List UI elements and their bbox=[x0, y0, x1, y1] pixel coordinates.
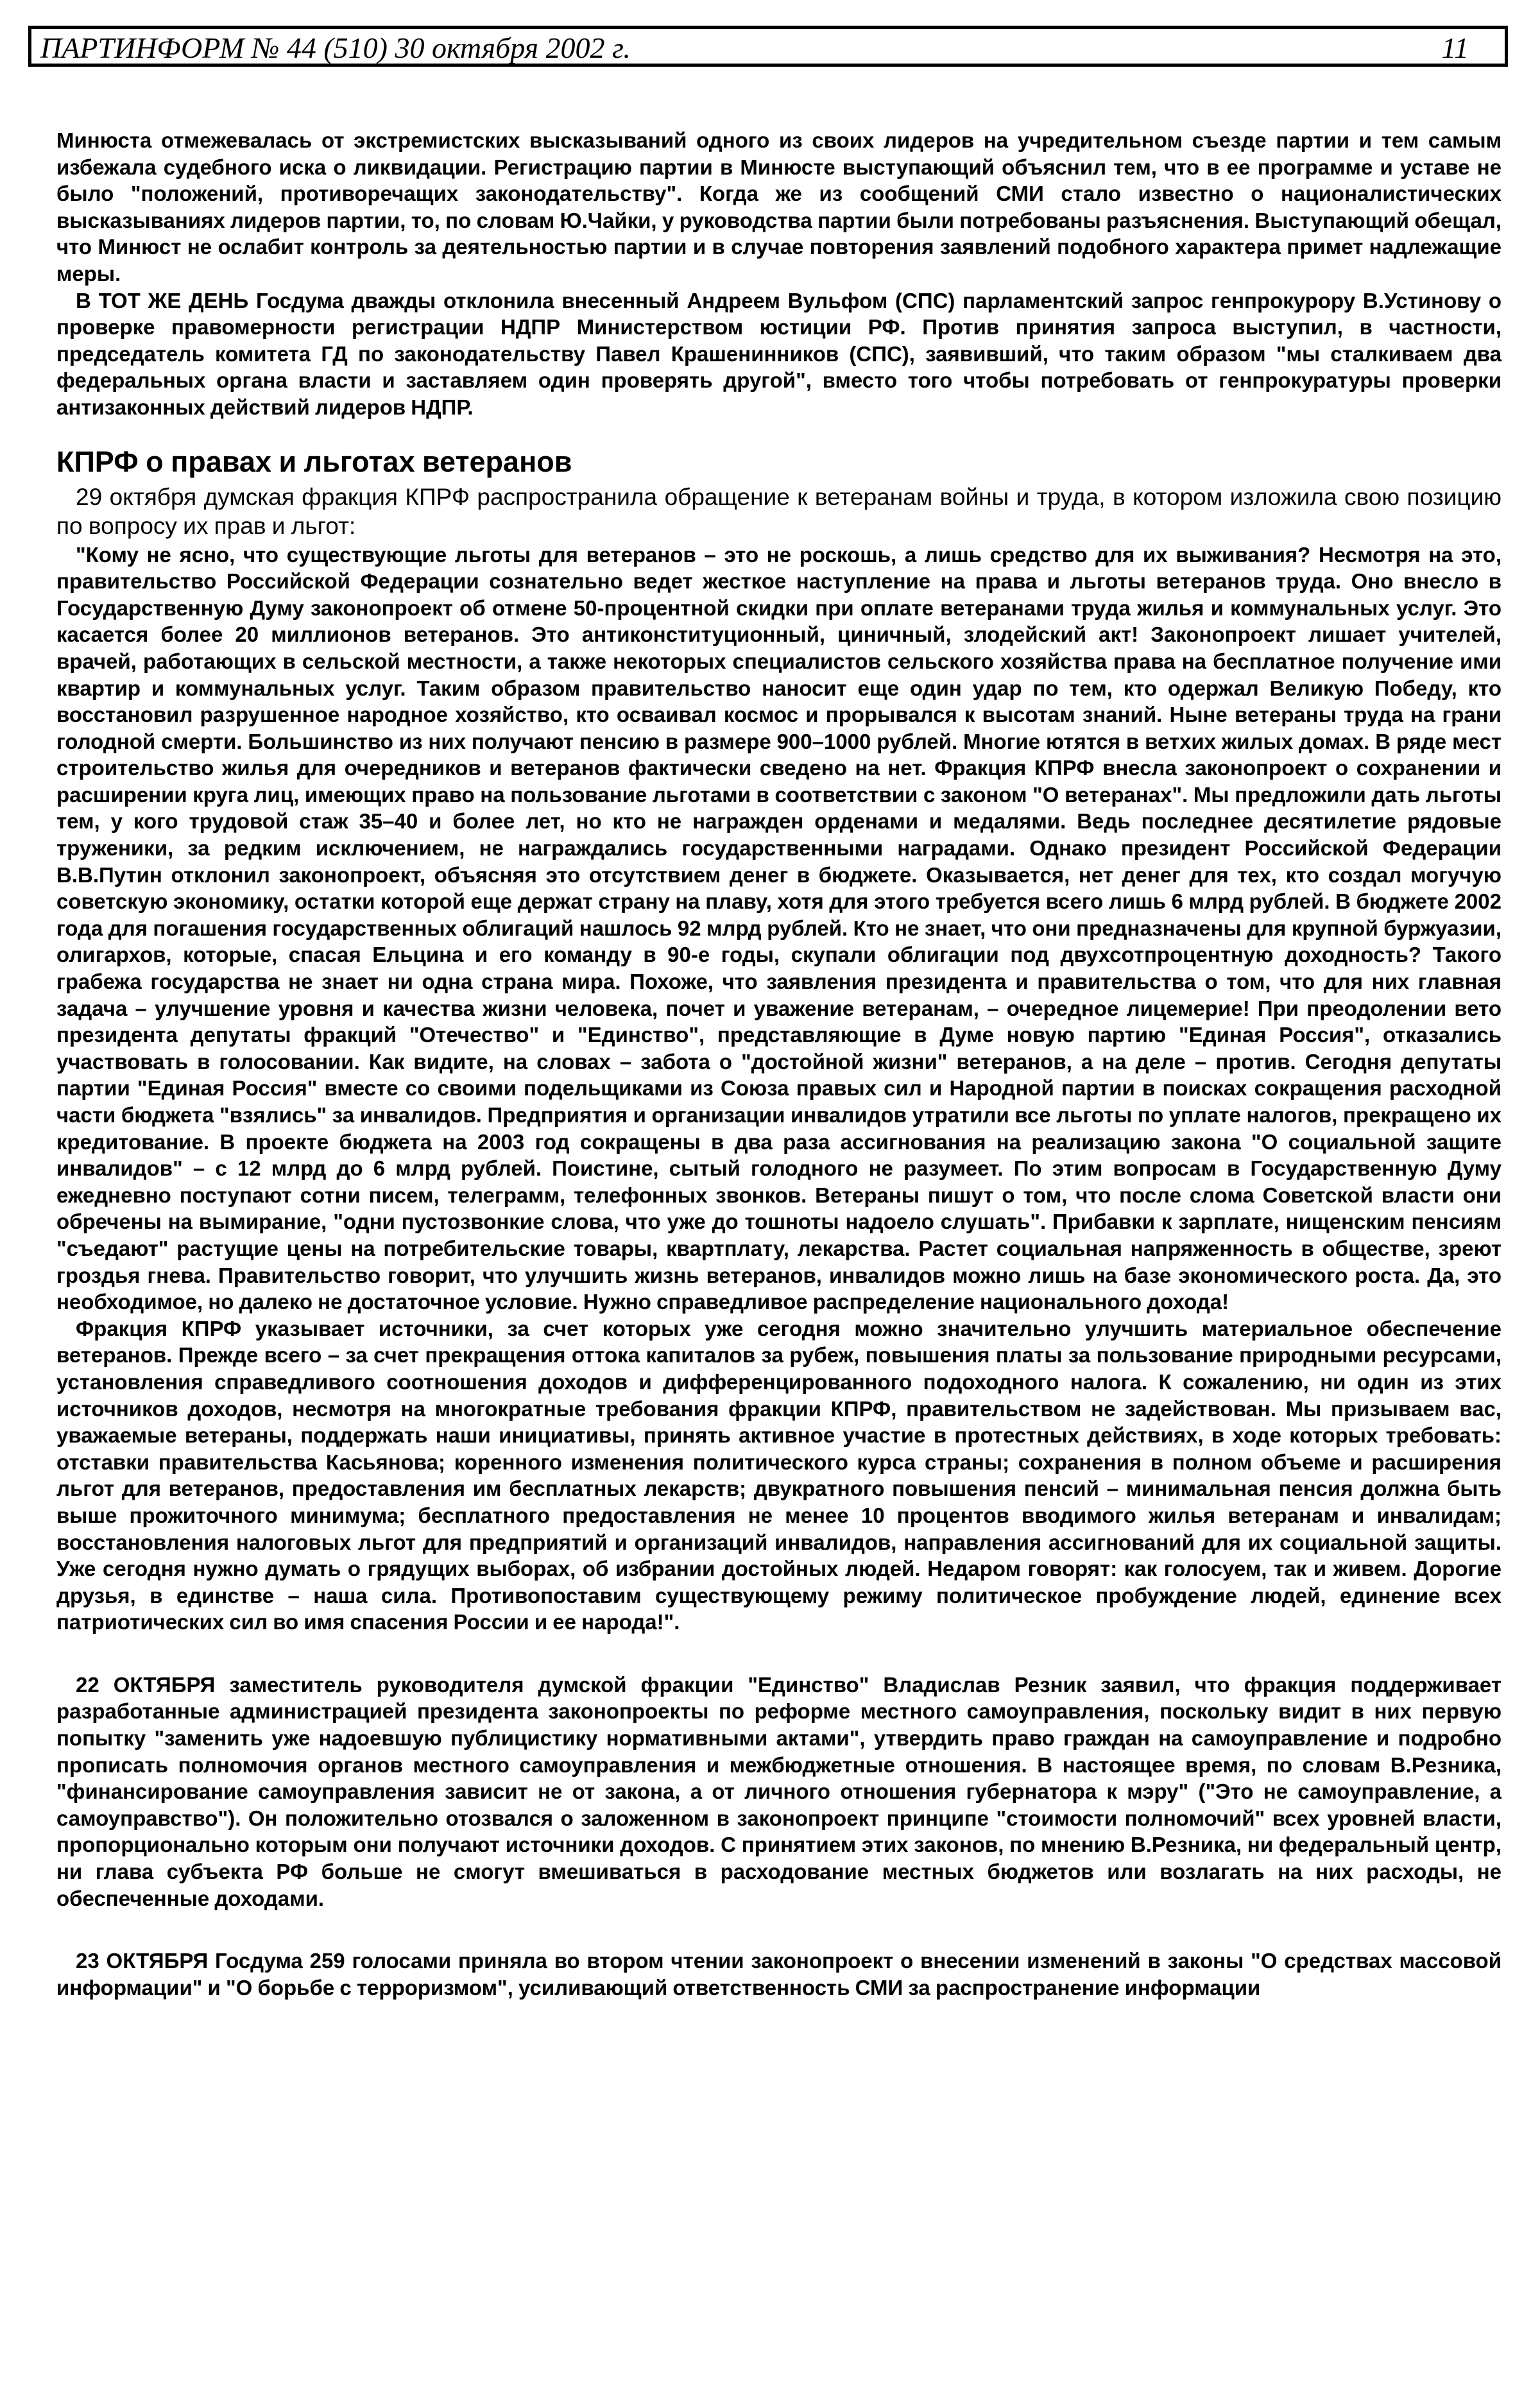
article-body bbox=[56, 127, 1502, 2001]
paragraph-same-day: В ТОТ ЖЕ ДЕНЬ Госдума дважды отклонила внесенный Андреем Вульфом (СПС) парламентский запрос генпрокурору В.Устинову о проверке правомерности регистрации НДПР Министерством юстиции РФ. Против принятия запроса выступил, в частности, председатель комитета ГД по законодательству Павел Крашенинников (СПС), заявивший, что таким образом "мы сталкиваем два федеральных органа власти и заставляем один проверять другой", вместо того чтобы потребовать от генпрокуратуры проверки антизаконных действий лидеров НДПР. bbox=[56, 288, 1502, 419]
paragraph-october-23: 23 ОКТЯБРЯ Госдума 259 голосами приняла во втором чтении законопроект о внесении изменений в законы "О средствах массовой информации" и "О борьбе с терроризмом", усиливающий ответственность СМИ за распространение информации bbox=[56, 1949, 1502, 2000]
paragraph-minjust: Минюста отмежевалась от экстремистских высказываний одного из своих лидеров на учредительном съезде партии и тем самым избежала судебного иска о ликвидации. Регистрацию партии в Минюсте выступающий объяснил тем, что в ее программе и уставе не было "положений, противоречащих законодательству". Когда же из сообщений СМИ стало известно о националистических высказываниях лидеров партии, то, по словам Ю.Чайки, у руководства партии были потребованы разъяснения. Выступающий обещал, что Минюст не ослабит контроль за деятельностью партии и в случае повторения заявлений подобного характера примет надлежащие меры. bbox=[56, 128, 1502, 286]
section-heading: КПРФ о правах и льготах ветеранов bbox=[56, 445, 572, 478]
page-number: 11 bbox=[1441, 31, 1469, 64]
appeal-quote-part-2: Фракция КПРФ указывает источники, за счет которых уже сегодня можно значительно улучшить материальное обеспечение ветеранов. Прежде всего – за счет прекращения оттока капиталов за рубеж, повышения платы за пользование природными ресурсами, установления справедливого соотношения доходов и дифференцированного подоходного налога. К сожалению, ни один из этих источников доходов, несмотря на многократные требования фракции КПРФ, правительством не задействован. Мы призываем вас, уважаемые ветераны, поддержать наши инициативы, принять активное участие в протестных действиях, в ходе которых требовать: отставки правительства Касьянова; коренного изменения политического курса страны; сохранения в полном объеме и расширения льгот для ветеранов, предоставления им бесплатных лекарств; двукратного повышения пенсий – минимальная пенсия должна быть выше прожиточного минимума; бесплатного предоставления не менее 10 процентов вводимого жилья ветеранам и инвалидам; восстановления налоговых льгот для предприятий и организаций инвалидов, направления ассигнований для их социальной защиты. Уже сегодня нужно думать о грядущих выборах, об избрании достойных людей. Недаром говорят: как голосуем, так и живем. Дорогие друзья, в единстве – наша сила. Противопоставим существующему режиму политическое пробуждение людей, единение всех патриотических сил во имя спасения России и ее народа!". bbox=[56, 1316, 1502, 1634]
appeal-quote-part-1: "Кому не ясно, что существующие льготы для ветеранов – это не роскошь, а лишь средство для их выживания? Несмотря на это, правительство Российской Федерации сознательно ведет жесткое наступление на права и льготы ветеранов труда. Оно внесло в Государственную Думу законопроект об отмене 50-процентной скидки при оплате ветеранами труда жилья и коммунальных услуг. Это касается более 20 миллионов ветеранов. Это антиконституционный, циничный, злодейский акт! Законопроект лишает учителей, врачей, работающих в сельской местности, а также некоторых специалистов сельского хозяйства права на бесплатное получение ими квартир и коммунальных услуг. Таким образом правительство наносит еще один удар по тем, кто одержал Великую Победу, кто восстановил разрушенное народное хозяйство, кто осваивал космос и прорывался к высотам знаний. Ныне ветераны труда на грани голодной смерти. Большинство из них получают пенсию в размере 900–1000 рублей. Многие ютятся в ветхих жилых домах. В ряде мест строительство жилья для очередников и ветеранов фактически сведено на нет. Фракция КПРФ внесла законопроект о сохранении и расширении круга лиц, имеющих право на пользование льготами в соответствии с законом "О ветеранах". Мы предложили дать льготы тем, у кого трудовой стаж 35–40 и более лет, но кто не награжден орденами и медалями. Ведь последнее десятилетие рядовые труженики, за редким исключением, не награждались государственными наградами. Однако президент Российской Федерации В.В.Путин отклонил законопроект, объясняя это отсутствием денег в бюджете. Оказывается, нет денег для тех, кто создал могучую советскую экономику, остатки которой еще держат страну на плаву, хотя для этого требуется всего лишь 6 млрд рублей. В бюджете 2002 года для погашения государственных облигаций нашлось 92 млрд рублей. Кто не знает, что они предназначены для крупной буржуазии, олигархов, которые, спасая Ельцина и его команду в 90-е годы, скупали облигации под двухсотпроцентную доходность? Такого грабежа государства не знает ни одна страна мира. Похоже, что заявления президента и правительства о том, что для них главная задача – улучшение уровня и качества жизни человека, почет и уважение ветеранам, – очередное лицемерие! При преодолении вето президента депутаты фракций "Отечество" и "Единство", представляющие в Думе новую партию "Единая Россия", отказались участвовать в голосовании. Как видите, на словах – забота о "достойной жизни" ветеранов, а на деле – против. Сегодня депутаты партии "Единая Россия" вместе со своими подельщиками из Союза правых сил и Народной партии в поисках сокращения расходной части бюджета "взялись" за инвалидов. Предприятия и организации инвалидов утратили все льготы по уплате налогов, прекращено их кредитование. В проекте бюджета на 2003 год сокращены в два раза ассигнования на реализацию закона "О социальной защите инвалидов" – с 12 млрд до 6 млрд рублей. Поистине, сытый голодного не разумеет. По этим вопросам в Государственную Думу ежедневно поступают сотни писем, телеграмм, телефонных звонков. Ветераны пишут о том, что после слома Советской власти они обречены на вымирание, "одни пустозвонкие слова, что уже до тошноты надоело слушать". Прибавки к зарплате, нищенским пенсиям "съедают" растущие цены на потребительские товары, квартплату, лекарства. Растет социальная напряженность в обществе, зреют гроздья гнева. Правительство говорит, что улучшить жизнь ветеранов, инвалидов можно лишь на базе экономического роста. Да, это необходимое, но далеко не достаточное условие. Нужно справедливое распределение национального дохода! bbox=[56, 542, 1502, 1314]
paragraph-october-22: 22 ОКТЯБРЯ заместитель руководителя думской фракции "Единство" Владислав Резник заявил, что фракция поддерживает разработанные администрацией президента законопроекты по реформе местного самоуправления, поскольку видит в них первую попытку "заменить уже надоевшую публицистику нормативными актами", утвердить право граждан на самоуправление и подробно прописать полномочия органов местного самоуправления и межбюджетные отношения. В настоящее время, по словам В.Резника, "финансирование самоуправления зависит не от закона, а от личного отношения губернатора к мэру" ("Это не самоуправление, а самоуправство"). Он положительно отозвался о заложенном в законопроект принципе "стоимости полномочий" всех уровней власти, пропорционально которым они получают источники доходов. С принятием этих законов, по мнению В.Резника, ни федеральный центр, ни глава субъекта РФ больше не смогут вмешиваться в расходование местных бюджетов или возлагать на них расходы, не обеспеченные доходами. bbox=[56, 1672, 1502, 1910]
section-lead: 29 октября думская фракция КПРФ распространила обращение к ветеранам войны и труда, в котором изложила свою позицию по вопросу их прав и льгот: bbox=[56, 483, 1502, 539]
header-title: ПАРТИНФОРМ № 44 (510) 30 октября 2002 г. bbox=[40, 31, 631, 64]
page-header bbox=[28, 26, 1508, 67]
